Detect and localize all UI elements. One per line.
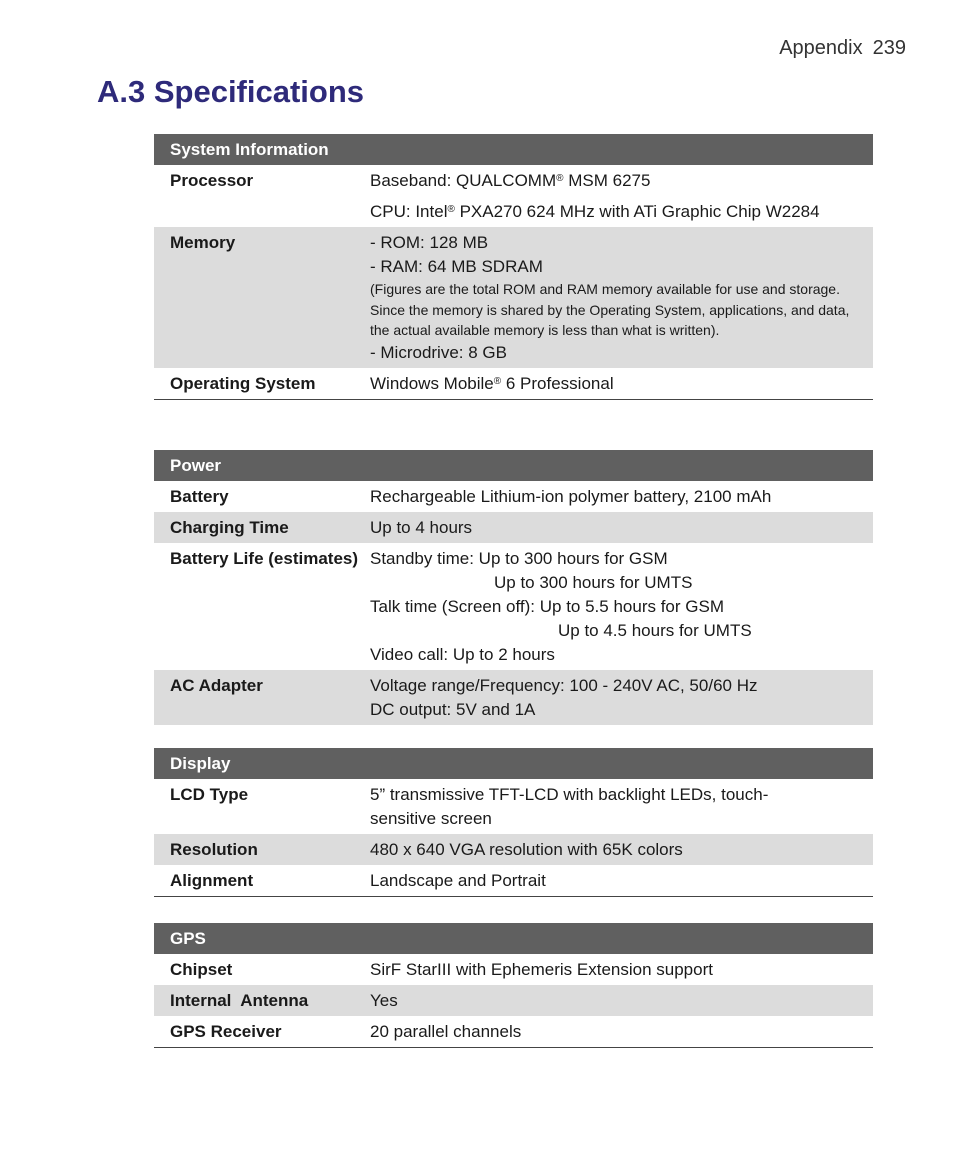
- row-value: Up to 4 hours: [370, 518, 473, 537]
- row-label: Battery Life (estimates): [170, 549, 359, 568]
- processor-row: [154, 165, 873, 227]
- running-header: [779, 37, 906, 60]
- row-label: Chipset: [170, 960, 233, 979]
- row-label: LCD Type: [170, 785, 249, 804]
- row-value: Baseband: QUALCOMM® MSM 6275 CPU: Intel® PXA270 624 MHz with ATi Graphic Chip W2284: [370, 171, 820, 221]
- row-label: Operating System: [170, 373, 316, 393]
- gps-receiver-row: [154, 1016, 873, 1047]
- row-label: Resolution: [170, 840, 258, 859]
- section-title: GPS: [154, 923, 873, 954]
- row-value: Voltage range/Frequency: 100 - 240V AC, 50/60 Hz DC output: 5V and 1A: [370, 676, 758, 719]
- memory-note: (Figures are the total ROM and RAM memory available for use and storage. Since the memory is shared by the Operating System, applications, and data, the actual available memory is less than what is written).: [370, 281, 850, 338]
- alignment-row: [154, 865, 873, 896]
- system-information-table: [154, 134, 873, 400]
- gps-table: [154, 923, 873, 1048]
- memory-row: [154, 227, 873, 368]
- row-label: GPS Receiver: [170, 1022, 282, 1041]
- chipset-row: [154, 954, 873, 985]
- page-number: 239: [872, 37, 906, 59]
- row-label: Charging Time: [170, 518, 289, 537]
- row-value: Windows Mobile® 6 Professional: [370, 373, 614, 393]
- row-value: 480 x 640 VGA resolution with 65K colors: [370, 840, 683, 859]
- power-table: [154, 450, 873, 725]
- row-label: AC Adapter: [170, 676, 263, 695]
- row-label: Processor: [170, 171, 254, 190]
- lcd-type-row: [154, 779, 873, 834]
- row-label: Battery: [170, 487, 229, 506]
- resolution-row: [154, 834, 873, 865]
- ac-adapter-row: [154, 670, 873, 725]
- section-title: System Information: [154, 134, 873, 165]
- row-value: SirF StarIII with Ephemeris Extension support: [370, 960, 713, 979]
- header-section: Appendix: [779, 37, 863, 59]
- row-label: Memory: [170, 233, 236, 252]
- row-value: 5” transmissive TFT-LCD with backlight LEDs, touch- sensitive screen: [370, 785, 769, 828]
- charging-time-row: [154, 512, 873, 543]
- row-value: Standby time: Up to 300 hours for GSM Up to 300 hours for UMTS Talk time (Screen off): Up to 5.5 hours for GSM Up to 4.5 hours for UMTS Video call: Up to 2 hours: [370, 549, 752, 664]
- row-label: Alignment: [170, 871, 254, 890]
- row-label: Internal Antenna: [170, 991, 309, 1010]
- battery-row: [154, 481, 873, 512]
- battery-life-row: [154, 543, 873, 670]
- display-table: [154, 748, 873, 897]
- row-value: Rechargeable Lithium-ion polymer battery, 2100 mAh: [370, 487, 772, 506]
- row-value: - ROM: 128 MB - RAM: 64 MB SDRAM (Figures are the total ROM and RAM memory available for use and storage. Since the memory is shared by the Operating System, applications, and data, the actual available memory is less than what is written). - Microdrive: 8 GB: [370, 231, 873, 365]
- row-value: 20 parallel channels: [370, 1022, 522, 1041]
- page-title: A.3 Specifications: [97, 74, 365, 109]
- row-value: Landscape and Portrait: [370, 871, 546, 890]
- section-title: Power: [154, 450, 873, 481]
- internal-antenna-row: [154, 985, 873, 1016]
- section-title: Display: [154, 748, 873, 779]
- operating-system-row: [154, 368, 873, 399]
- row-value: Yes: [370, 991, 398, 1010]
